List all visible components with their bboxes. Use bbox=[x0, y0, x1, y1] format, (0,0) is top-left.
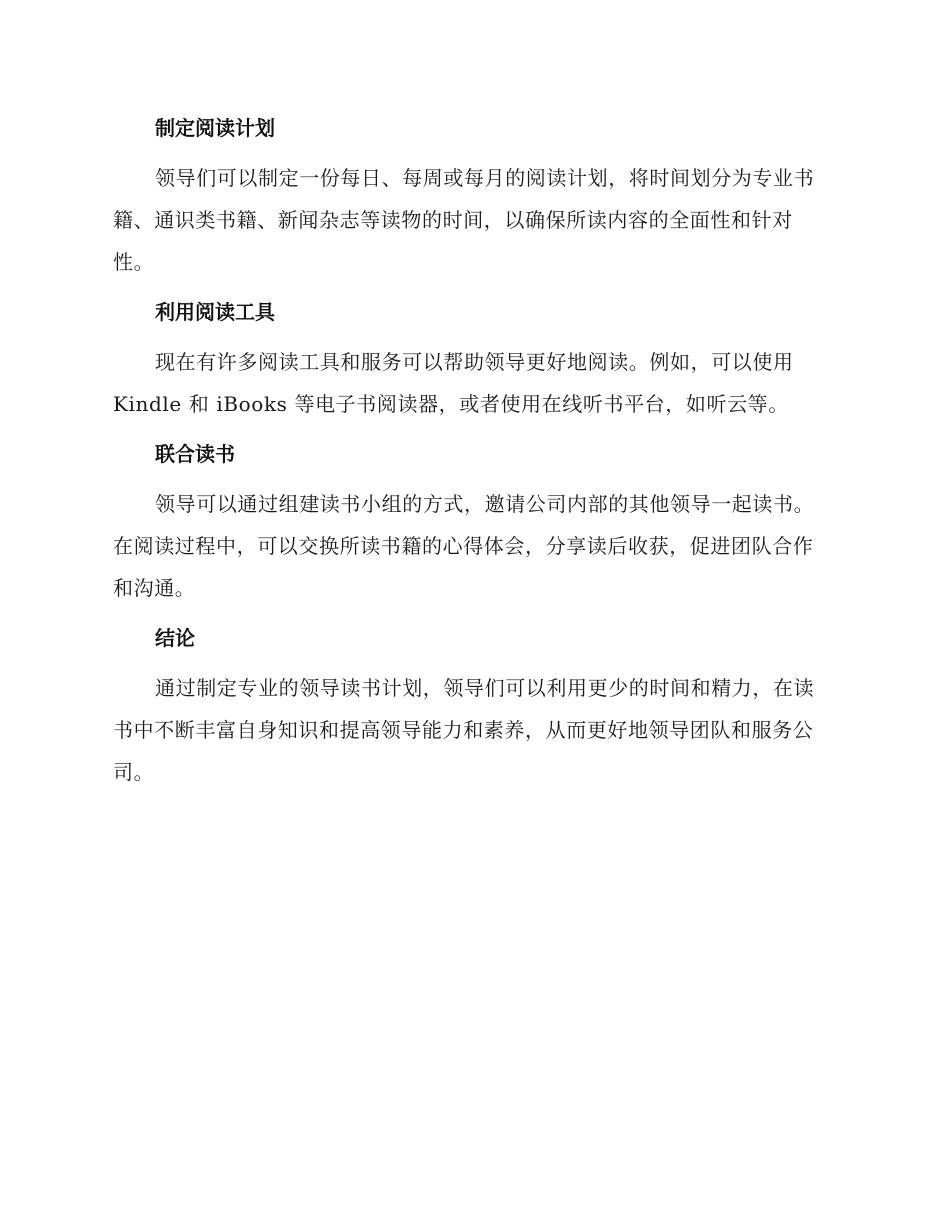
document-page bbox=[113, 108, 831, 802]
section-paragraph: 领导可以通过组建读书小组的方式，邀请公司内部的其他领导一起读书。在阅读过程中，可以交换所读书籍的心得体会，分享读后收获，促进团队合作和沟通。 bbox=[113, 492, 815, 600]
section-heading: 制定阅读计划 bbox=[155, 116, 275, 140]
section-heading: 利用阅读工具 bbox=[155, 300, 275, 324]
section-heading: 结论 bbox=[155, 626, 195, 650]
section-reading-tools bbox=[113, 292, 831, 425]
section-heading: 联合读书 bbox=[155, 442, 235, 466]
section-joint-reading bbox=[113, 434, 831, 609]
section-paragraph: 现在有许多阅读工具和服务可以帮助领导更好地阅读。例如，可以使用 Kindle 和 iBooks 等电子书阅读器，或者使用在线听书平台，如听云等。 bbox=[113, 350, 794, 416]
section-paragraph: 领导们可以制定一份每日、每周或每月的阅读计划，将时间划分为专业书籍、通识类书籍、新闻杂志等读物的时间，以确保所读内容的全面性和针对性。 bbox=[113, 166, 815, 274]
section-conclusion bbox=[113, 618, 831, 793]
section-reading-plan bbox=[113, 108, 831, 283]
section-paragraph: 通过制定专业的领导读书计划，领导们可以利用更少的时间和精力，在读书中不断丰富自身知识和提高领导能力和素养，从而更好地领导团队和服务公司。 bbox=[113, 676, 815, 784]
